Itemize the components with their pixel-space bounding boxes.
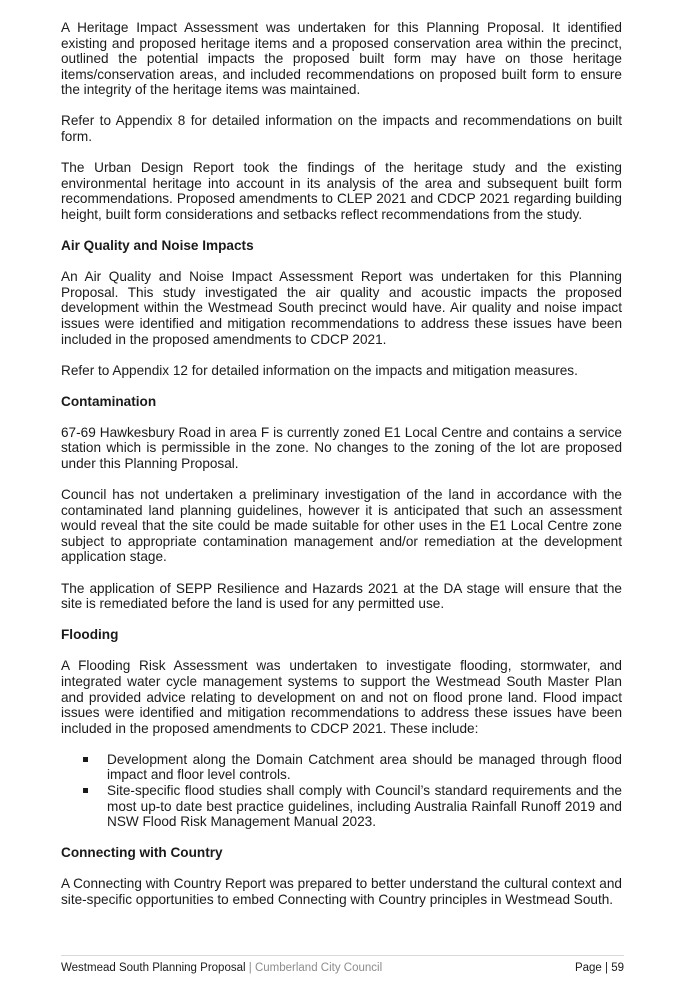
- footer-separator: |: [248, 962, 252, 974]
- heritage-paragraph-1: A Heritage Impact Assessment was undertaken for this Planning Proposal. It identified existing and proposed heritage items and a proposed conservation area within the precinct, outlined the potential impacts the proposed built form may have on those heritage items/conservation areas, and included recommendations on proposed built form to ensure the integrity of the heritage items was maintained.: [61, 20, 622, 98]
- heritage-paragraph-2: Refer to Appendix 8 for detailed information on the impacts and recommendations on built form.: [61, 113, 622, 145]
- list-item-text: Site-specific flood studies shall comply with Council’s standard requirements and the most up-to date best practice guidelines, including Australia Rainfall Runoff 2019 and NSW Flood Risk Management Manual 2023.: [107, 782, 622, 830]
- list-item: [61, 783, 622, 830]
- footer-page-number: Page | 59: [574, 962, 624, 974]
- page-footer: [61, 955, 624, 975]
- heritage-paragraph-3: The Urban Design Report took the findings of the heritage study and the existing environmental heritage into account in its analysis of the area and subsequent built form recommendations. Proposed amendments to CLEP 2021 and CDCP 2021 regarding building height, built form considerations and setbacks reflect recommendations from the study.: [61, 160, 622, 222]
- contamination-paragraph-3: The application of SEPP Resilience and Hazards 2021 at the DA stage will ensure that the site is remediated before the land is used for any permitted use.: [61, 580, 622, 612]
- connecting-with-country-paragraph: A Connecting with Country Report was prepared to better understand the cultural context and site-specific opportunities to embed Connecting with Country principles in Westmead South.: [61, 876, 622, 907]
- air-quality-heading: Air Quality and Noise Impacts: [61, 238, 254, 254]
- list-item: [61, 752, 622, 783]
- flooding-heading: Flooding: [61, 627, 119, 643]
- connecting-with-country-heading: Connecting with Country: [61, 845, 223, 861]
- square-bullet-icon: [83, 788, 88, 793]
- footer-document-title: Westmead South Planning Proposal: [61, 962, 246, 974]
- square-bullet-icon: [83, 757, 88, 762]
- air-quality-paragraph-1: An Air Quality and Noise Impact Assessment Report was undertaken for this Planning Proposal. This study investigated the air quality and acoustic impacts the proposed development within the Westmead South precinct would have. Air quality and noise impact issues were identified and mitigation recommendations to address these issues have been included in the proposed amendments to CDCP 2021.: [61, 269, 622, 347]
- footer-council-name: Cumberland City Council: [254, 962, 383, 974]
- list-item-text: Development along the Domain Catchment area should be managed through flood impact and floor level controls.: [107, 751, 622, 783]
- contamination-paragraph-2: Council has not undertaken a preliminary investigation of the land in accordance with the contaminated land planning guidelines, however it is anticipated that such an assessment would reveal that the site could be made suitable for other uses in the E1 Local Centre zone subject to appropriate contamination management and/or remediation at the development application stage.: [61, 487, 622, 565]
- contamination-paragraph-1: 67-69 Hawkesbury Road in area F is currently zoned E1 Local Centre and contains a service station which is permissible in the zone. No changes to the zoning of the lot are proposed under this Planning Proposal.: [61, 424, 622, 471]
- flooding-paragraph-1: A Flooding Risk Assessment was undertaken to investigate flooding, stormwater, and integrated water cycle management systems to support the Westmead South Master Plan and provided advice relating to development on and not on flood prone land. Flood impact issues were identified and mitigation recommendations to address these issues have been included in the proposed amendments to CDCP 2021. These include:: [61, 658, 622, 736]
- document-body: [61, 20, 622, 923]
- contamination-heading: Contamination: [61, 393, 157, 409]
- flooding-bullet-list: [61, 752, 622, 830]
- air-quality-paragraph-2: Refer to Appendix 12 for detailed information on the impacts and mitigation measures.: [61, 362, 578, 378]
